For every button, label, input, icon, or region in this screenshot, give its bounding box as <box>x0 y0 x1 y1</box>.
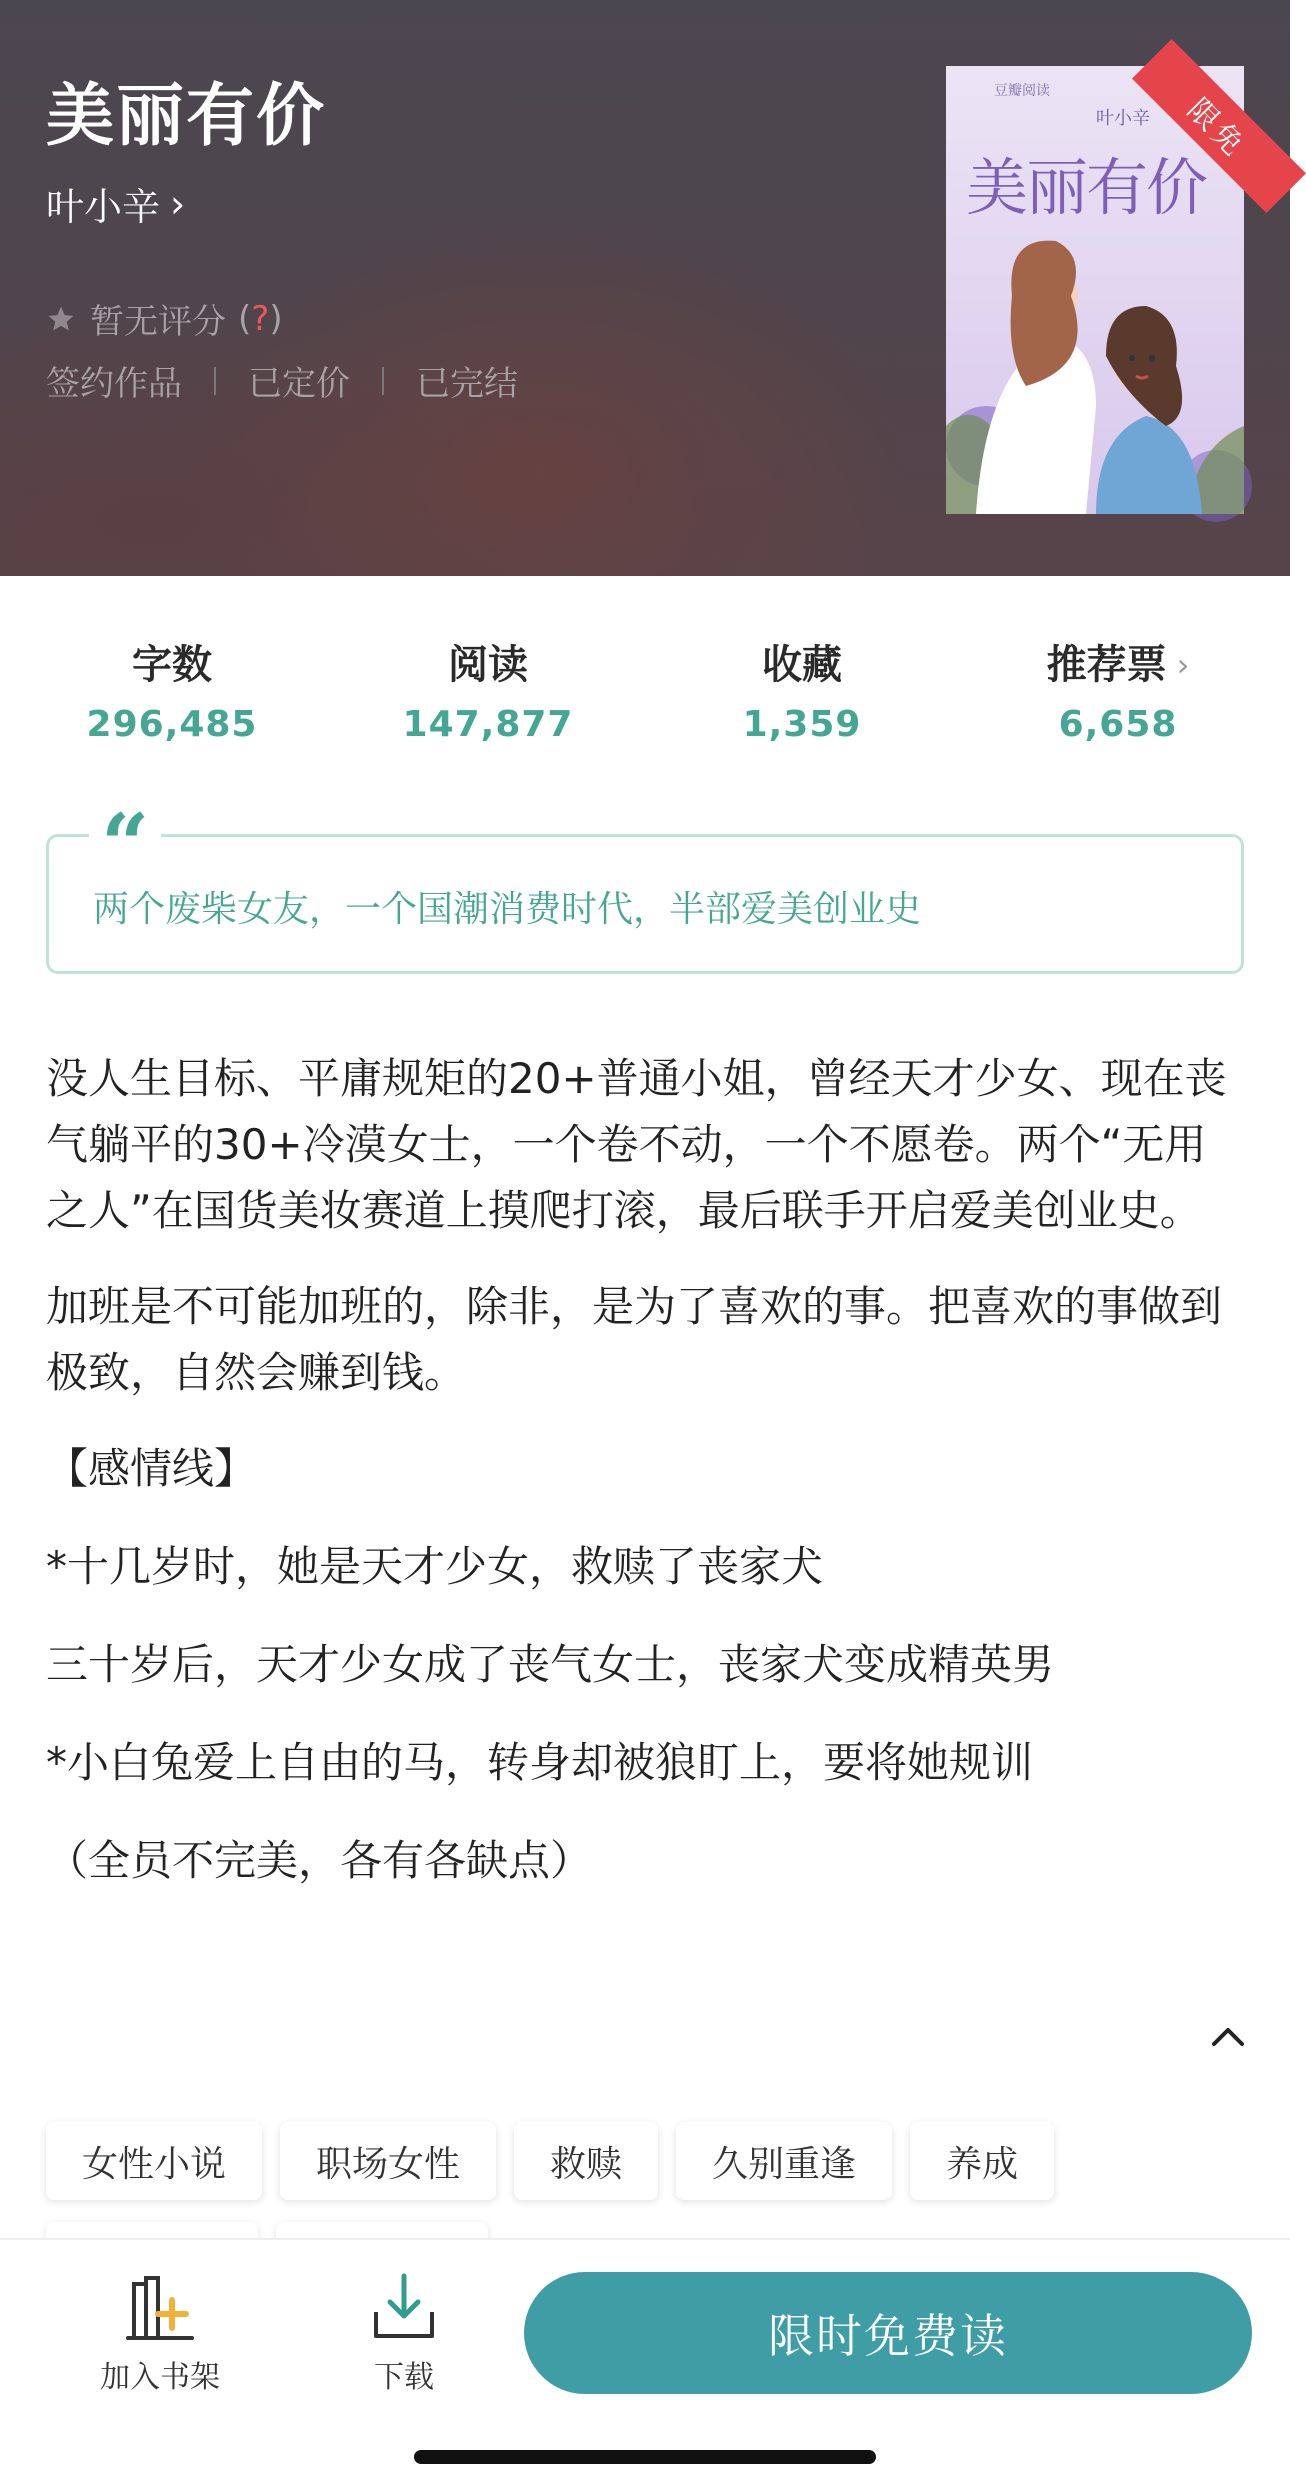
cover-title: 美丽有价 <box>966 151 1207 224</box>
desc-paragraph: 没人生目标、平庸规矩的20+普通小姐，曾经天才少女、现在丧气躺平的30+冷漠女士，一个卷不动，一个不愿卷。两个“无用之人”在国货美妆赛道上摸爬打滚，最后联手开启爱美创业史。 <box>46 1054 1227 1235</box>
book-cover[interactable] <box>946 66 1253 514</box>
bookshelf-add-icon <box>122 2270 198 2346</box>
add-to-shelf-label: 加入书架 <box>100 2360 220 2395</box>
divider <box>214 367 216 395</box>
desc-paragraph: *十几岁时，她是天才少女，救赎了丧家犬 <box>46 1542 824 1591</box>
rating-row <box>46 294 283 343</box>
tag-chip[interactable]: 职场女性 <box>280 2122 496 2200</box>
stat-label: 推荐票 <box>1046 642 1167 688</box>
tagline-box <box>46 795 1244 974</box>
meta-finished: 已完结 <box>416 364 518 404</box>
stat-value: 6,658 <box>1058 704 1178 745</box>
desc-paragraph: 加班是不可能加班的，除非，是为了喜欢的事。把喜欢的事做到极致，自然会赚到钱。 <box>46 1282 1223 1397</box>
book-meta <box>46 356 518 405</box>
free-read-button[interactable]: 限时免费读 <box>524 2272 1252 2394</box>
divider <box>382 367 384 395</box>
ribbon-label: 限免 <box>1132 39 1306 213</box>
star-icon <box>46 304 76 334</box>
tag-chip[interactable]: 女性小说 <box>46 2122 262 2200</box>
download-icon <box>366 2270 442 2346</box>
desc-paragraph: （全员不完美，各有各缺点） <box>46 1836 593 1885</box>
cover-author: 叶小辛 <box>1096 108 1150 129</box>
stat-label-row <box>988 636 1248 694</box>
add-to-shelf-button[interactable] <box>80 2270 240 2396</box>
stats-row <box>0 636 1290 756</box>
stat-label: 阅读 <box>448 642 528 688</box>
rating-text: 暂无评分 <box>90 302 226 342</box>
download-label: 下载 <box>374 2360 434 2395</box>
download-button[interactable] <box>324 2270 484 2396</box>
stat-label: 字数 <box>132 642 212 688</box>
desc-paragraph: *小白兔爱上自由的马，转身却被狼盯上，要将她规训 <box>46 1738 1034 1787</box>
rating-help[interactable]: (?) <box>238 298 283 339</box>
author-link[interactable] <box>46 176 185 231</box>
meta-signed: 签约作品 <box>46 364 182 404</box>
book-title: 美丽有价 <box>46 77 327 156</box>
author-name: 叶小辛 <box>46 185 161 229</box>
book-description <box>46 1046 1246 1926</box>
tag-chip[interactable]: 养成 <box>910 2122 1054 2200</box>
desc-paragraph: 【感情线】 <box>46 1444 257 1493</box>
stat-value: 296,485 <box>86 704 258 745</box>
home-indicator <box>414 2450 876 2464</box>
tag-list <box>46 2122 1054 2200</box>
stat-value: 147,877 <box>402 704 574 745</box>
chevron-right-icon: › <box>1176 646 1190 684</box>
tagline-text: 两个废柴女友，一个国潮消费时代，半部爱美创业史 <box>93 889 922 930</box>
tag-chip[interactable]: 救赎 <box>514 2122 658 2200</box>
quote-icon: “ <box>89 803 161 873</box>
bottom-action-bar <box>0 2238 1290 2490</box>
chevron-up-icon[interactable] <box>1208 2016 1248 2056</box>
stat-value: 1,359 <box>742 704 862 745</box>
chevron-right-icon: › <box>170 181 186 226</box>
tag-chip[interactable]: 久别重逢 <box>676 2122 892 2200</box>
stat-reads <box>358 636 618 745</box>
help-icon: ? <box>251 298 270 339</box>
free-ribbon <box>1104 66 1253 206</box>
desc-paragraph: 三十岁后，天才少女成了丧气女士，丧家犬变成精英男 <box>46 1640 1055 1689</box>
stat-recommend-votes[interactable] <box>988 636 1248 745</box>
stat-word-count <box>42 636 302 745</box>
meta-priced: 已定价 <box>248 364 350 404</box>
book-header <box>0 0 1290 576</box>
stat-favorites <box>672 636 932 745</box>
stat-label: 收藏 <box>762 642 842 688</box>
cover-brand: 豆瓣阅读 <box>994 83 1050 99</box>
